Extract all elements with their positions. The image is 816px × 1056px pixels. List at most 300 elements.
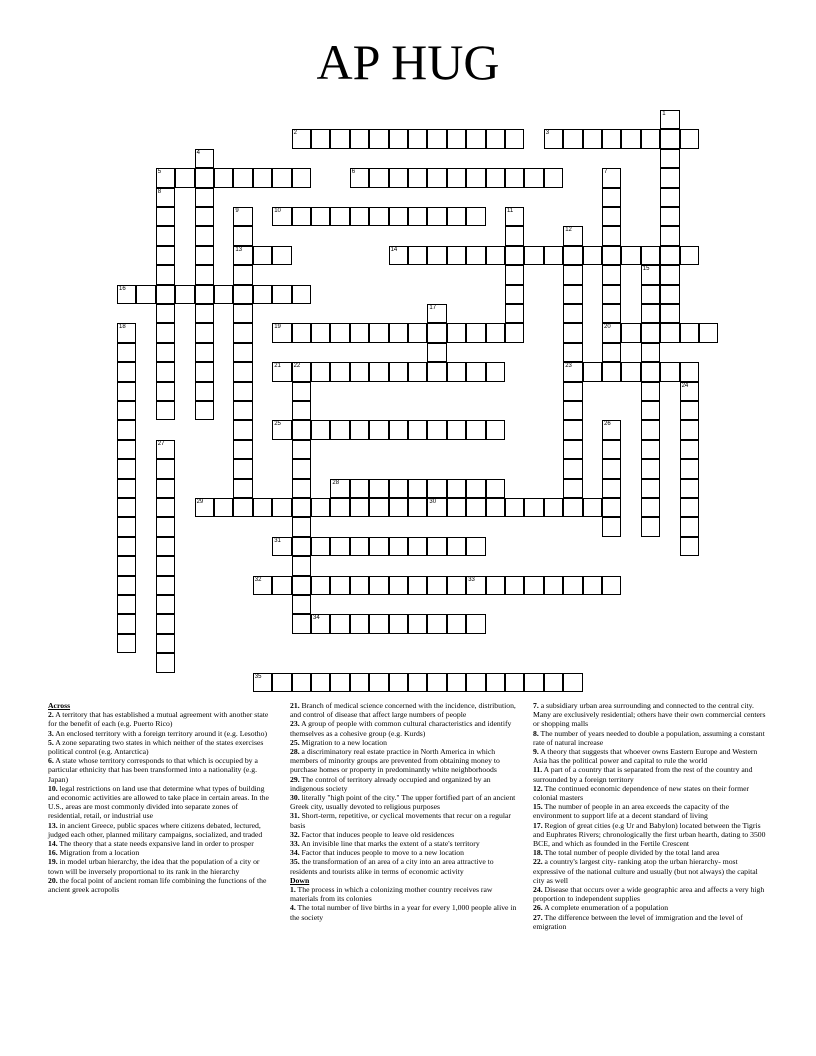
grid-cell[interactable] (583, 576, 602, 595)
grid-cell[interactable] (486, 576, 505, 595)
grid-cell[interactable] (330, 479, 349, 498)
grid-cell[interactable] (602, 226, 621, 245)
grid-cell[interactable] (389, 614, 408, 633)
grid-cell[interactable] (408, 614, 427, 633)
grid-cell[interactable] (350, 168, 369, 187)
grid-cell[interactable] (233, 323, 252, 342)
grid-cell[interactable] (292, 440, 311, 459)
grid-cell[interactable] (524, 576, 543, 595)
grid-cell[interactable] (427, 673, 446, 692)
grid-cell[interactable] (660, 110, 679, 129)
grid-cell[interactable] (233, 459, 252, 478)
grid-cell[interactable] (195, 149, 214, 168)
grid-cell[interactable] (195, 343, 214, 362)
grid-cell[interactable] (272, 246, 291, 265)
grid-cell[interactable] (602, 343, 621, 362)
grid-cell[interactable] (641, 440, 660, 459)
grid-cell[interactable] (117, 614, 136, 633)
grid-cell[interactable] (311, 420, 330, 439)
grid-cell[interactable] (602, 362, 621, 381)
grid-cell[interactable] (117, 556, 136, 575)
grid-cell[interactable] (311, 673, 330, 692)
grid-cell[interactable] (369, 498, 388, 517)
grid-cell[interactable] (563, 382, 582, 401)
grid-cell[interactable] (233, 304, 252, 323)
grid-cell[interactable] (583, 362, 602, 381)
grid-cell[interactable] (680, 401, 699, 420)
grid-cell[interactable] (680, 440, 699, 459)
grid-cell[interactable] (466, 498, 485, 517)
grid-cell[interactable] (156, 323, 175, 342)
grid-cell[interactable] (680, 246, 699, 265)
grid-cell[interactable] (408, 323, 427, 342)
grid-cell[interactable] (330, 207, 349, 226)
grid-cell[interactable] (602, 265, 621, 284)
grid-cell[interactable] (330, 362, 349, 381)
grid-cell[interactable] (117, 498, 136, 517)
grid-cell[interactable] (253, 576, 272, 595)
grid-cell[interactable] (292, 382, 311, 401)
grid-cell[interactable] (583, 129, 602, 148)
grid-cell[interactable] (350, 479, 369, 498)
grid-cell[interactable] (544, 673, 563, 692)
grid-cell[interactable] (466, 673, 485, 692)
grid-cell[interactable] (641, 401, 660, 420)
grid-cell[interactable] (117, 382, 136, 401)
grid-cell[interactable] (272, 323, 291, 342)
grid-cell[interactable] (408, 362, 427, 381)
grid-cell[interactable] (272, 673, 291, 692)
grid-cell[interactable] (447, 614, 466, 633)
grid-cell[interactable] (389, 576, 408, 595)
grid-cell[interactable] (524, 673, 543, 692)
grid-cell[interactable] (369, 323, 388, 342)
grid-cell[interactable] (253, 246, 272, 265)
grid-cell[interactable] (563, 362, 582, 381)
grid-cell[interactable] (292, 459, 311, 478)
grid-cell[interactable] (292, 595, 311, 614)
grid-cell[interactable] (292, 168, 311, 187)
grid-cell[interactable] (660, 323, 679, 342)
grid-cell[interactable] (524, 498, 543, 517)
grid-cell[interactable] (447, 129, 466, 148)
grid-cell[interactable] (660, 168, 679, 187)
grid-cell[interactable] (466, 420, 485, 439)
grid-cell[interactable] (233, 343, 252, 362)
grid-cell[interactable] (447, 246, 466, 265)
grid-cell[interactable] (253, 285, 272, 304)
grid-cell[interactable] (447, 207, 466, 226)
grid-cell[interactable] (233, 246, 252, 265)
grid-cell[interactable] (214, 285, 233, 304)
grid-cell[interactable] (369, 537, 388, 556)
grid-cell[interactable] (253, 498, 272, 517)
grid-cell[interactable] (292, 420, 311, 439)
grid-cell[interactable] (156, 226, 175, 245)
grid-cell[interactable] (602, 168, 621, 187)
grid-cell[interactable] (330, 420, 349, 439)
grid-cell[interactable] (660, 304, 679, 323)
grid-cell[interactable] (156, 653, 175, 672)
grid-cell[interactable] (563, 265, 582, 284)
grid-cell[interactable] (311, 323, 330, 342)
grid-cell[interactable] (524, 246, 543, 265)
grid-cell[interactable] (486, 673, 505, 692)
grid-cell[interactable] (641, 285, 660, 304)
grid-cell[interactable] (505, 323, 524, 342)
grid-cell[interactable] (233, 479, 252, 498)
grid-cell[interactable] (311, 614, 330, 633)
grid-cell[interactable] (233, 362, 252, 381)
grid-cell[interactable] (156, 576, 175, 595)
grid-cell[interactable] (292, 362, 311, 381)
grid-cell[interactable] (156, 265, 175, 284)
grid-cell[interactable] (156, 401, 175, 420)
grid-cell[interactable] (660, 188, 679, 207)
grid-cell[interactable] (117, 401, 136, 420)
grid-cell[interactable] (427, 362, 446, 381)
grid-cell[interactable] (641, 517, 660, 536)
grid-cell[interactable] (447, 673, 466, 692)
grid-cell[interactable] (195, 362, 214, 381)
grid-cell[interactable] (117, 343, 136, 362)
grid-cell[interactable] (408, 207, 427, 226)
grid-cell[interactable] (195, 207, 214, 226)
grid-cell[interactable] (214, 168, 233, 187)
grid-cell[interactable] (505, 304, 524, 323)
grid-cell[interactable] (117, 595, 136, 614)
grid-cell[interactable] (156, 498, 175, 517)
grid-cell[interactable] (350, 576, 369, 595)
grid-cell[interactable] (117, 323, 136, 342)
grid-cell[interactable] (427, 537, 446, 556)
grid-cell[interactable] (156, 343, 175, 362)
grid-cell[interactable] (253, 168, 272, 187)
grid-cell[interactable] (389, 362, 408, 381)
grid-cell[interactable] (602, 440, 621, 459)
grid-cell[interactable] (195, 304, 214, 323)
grid-cell[interactable] (195, 323, 214, 342)
grid-cell[interactable] (544, 129, 563, 148)
grid-cell[interactable] (486, 420, 505, 439)
grid-cell[interactable] (369, 420, 388, 439)
grid-cell[interactable] (680, 479, 699, 498)
grid-cell[interactable] (427, 498, 446, 517)
grid-cell[interactable] (156, 362, 175, 381)
grid-cell[interactable] (408, 673, 427, 692)
grid-cell[interactable] (195, 382, 214, 401)
grid-cell[interactable] (292, 556, 311, 575)
grid-cell[interactable] (389, 323, 408, 342)
grid-cell[interactable] (427, 576, 446, 595)
grid-cell[interactable] (680, 323, 699, 342)
grid-cell[interactable] (447, 479, 466, 498)
grid-cell[interactable] (486, 129, 505, 148)
grid-cell[interactable] (369, 576, 388, 595)
grid-cell[interactable] (272, 498, 291, 517)
grid-cell[interactable] (486, 168, 505, 187)
grid-cell[interactable] (156, 459, 175, 478)
grid-cell[interactable] (621, 362, 640, 381)
grid-cell[interactable] (466, 168, 485, 187)
grid-cell[interactable] (602, 498, 621, 517)
grid-cell[interactable] (621, 246, 640, 265)
grid-cell[interactable] (660, 285, 679, 304)
grid-cell[interactable] (369, 207, 388, 226)
grid-cell[interactable] (292, 517, 311, 536)
grid-cell[interactable] (641, 129, 660, 148)
grid-cell[interactable] (156, 246, 175, 265)
grid-cell[interactable] (641, 304, 660, 323)
grid-cell[interactable] (602, 459, 621, 478)
grid-cell[interactable] (233, 401, 252, 420)
grid-cell[interactable] (156, 479, 175, 498)
grid-cell[interactable] (505, 498, 524, 517)
grid-cell[interactable] (427, 129, 446, 148)
grid-cell[interactable] (427, 304, 446, 323)
grid-cell[interactable] (292, 537, 311, 556)
grid-cell[interactable] (156, 304, 175, 323)
grid-cell[interactable] (292, 285, 311, 304)
grid-cell[interactable] (447, 168, 466, 187)
grid-cell[interactable] (660, 265, 679, 284)
grid-cell[interactable] (272, 420, 291, 439)
grid-cell[interactable] (330, 498, 349, 517)
grid-cell[interactable] (408, 576, 427, 595)
grid-cell[interactable] (447, 420, 466, 439)
grid-cell[interactable] (544, 498, 563, 517)
grid-cell[interactable] (369, 362, 388, 381)
grid-cell[interactable] (447, 576, 466, 595)
grid-cell[interactable] (156, 537, 175, 556)
grid-cell[interactable] (117, 576, 136, 595)
grid-cell[interactable] (195, 188, 214, 207)
grid-cell[interactable] (233, 265, 252, 284)
grid-cell[interactable] (233, 420, 252, 439)
grid-cell[interactable] (680, 420, 699, 439)
grid-cell[interactable] (563, 420, 582, 439)
grid-cell[interactable] (427, 420, 446, 439)
grid-cell[interactable] (156, 188, 175, 207)
grid-cell[interactable] (427, 168, 446, 187)
grid-cell[interactable] (369, 168, 388, 187)
grid-cell[interactable] (253, 673, 272, 692)
grid-cell[interactable] (272, 362, 291, 381)
grid-cell[interactable] (117, 459, 136, 478)
grid-cell[interactable] (195, 498, 214, 517)
grid-cell[interactable] (350, 129, 369, 148)
grid-cell[interactable] (680, 459, 699, 478)
grid-cell[interactable] (311, 207, 330, 226)
grid-cell[interactable] (544, 576, 563, 595)
grid-cell[interactable] (195, 265, 214, 284)
grid-cell[interactable] (602, 285, 621, 304)
grid-cell[interactable] (311, 362, 330, 381)
grid-cell[interactable] (641, 246, 660, 265)
grid-cell[interactable] (330, 537, 349, 556)
grid-cell[interactable] (660, 207, 679, 226)
grid-cell[interactable] (583, 246, 602, 265)
grid-cell[interactable] (486, 246, 505, 265)
grid-cell[interactable] (447, 537, 466, 556)
grid-cell[interactable] (466, 129, 485, 148)
grid-cell[interactable] (330, 673, 349, 692)
grid-cell[interactable] (427, 479, 446, 498)
grid-cell[interactable] (486, 498, 505, 517)
grid-cell[interactable] (466, 614, 485, 633)
grid-cell[interactable] (602, 304, 621, 323)
grid-cell[interactable] (602, 323, 621, 342)
grid-cell[interactable] (156, 556, 175, 575)
grid-cell[interactable] (311, 576, 330, 595)
grid-cell[interactable] (175, 168, 194, 187)
grid-cell[interactable] (156, 614, 175, 633)
grid-cell[interactable] (505, 207, 524, 226)
grid-cell[interactable] (350, 498, 369, 517)
grid-cell[interactable] (330, 576, 349, 595)
grid-cell[interactable] (486, 479, 505, 498)
grid-cell[interactable] (466, 323, 485, 342)
grid-cell[interactable] (408, 168, 427, 187)
grid-cell[interactable] (408, 420, 427, 439)
grid-cell[interactable] (389, 207, 408, 226)
grid-cell[interactable] (466, 576, 485, 595)
grid-cell[interactable] (680, 362, 699, 381)
grid-cell[interactable] (233, 440, 252, 459)
grid-cell[interactable] (563, 226, 582, 245)
grid-cell[interactable] (524, 168, 543, 187)
grid-cell[interactable] (563, 129, 582, 148)
grid-cell[interactable] (156, 168, 175, 187)
grid-cell[interactable] (389, 246, 408, 265)
grid-cell[interactable] (466, 207, 485, 226)
grid-cell[interactable] (408, 479, 427, 498)
grid-cell[interactable] (505, 673, 524, 692)
grid-cell[interactable] (292, 673, 311, 692)
grid-cell[interactable] (117, 362, 136, 381)
grid-cell[interactable] (563, 459, 582, 478)
grid-cell[interactable] (602, 129, 621, 148)
grid-cell[interactable] (563, 576, 582, 595)
grid-cell[interactable] (292, 498, 311, 517)
grid-cell[interactable] (563, 401, 582, 420)
grid-cell[interactable] (641, 498, 660, 517)
grid-cell[interactable] (233, 226, 252, 245)
grid-cell[interactable] (195, 168, 214, 187)
grid-cell[interactable] (389, 168, 408, 187)
grid-cell[interactable] (156, 517, 175, 536)
grid-cell[interactable] (641, 420, 660, 439)
grid-cell[interactable] (602, 420, 621, 439)
grid-cell[interactable] (292, 129, 311, 148)
grid-cell[interactable] (369, 673, 388, 692)
grid-cell[interactable] (408, 246, 427, 265)
grid-cell[interactable] (195, 226, 214, 245)
grid-cell[interactable] (330, 323, 349, 342)
grid-cell[interactable] (466, 537, 485, 556)
grid-cell[interactable] (602, 517, 621, 536)
grid-cell[interactable] (505, 129, 524, 148)
grid-cell[interactable] (563, 673, 582, 692)
grid-cell[interactable] (427, 343, 446, 362)
grid-cell[interactable] (621, 129, 640, 148)
grid-cell[interactable] (408, 498, 427, 517)
grid-cell[interactable] (408, 537, 427, 556)
grid-cell[interactable] (389, 479, 408, 498)
grid-cell[interactable] (505, 265, 524, 284)
grid-cell[interactable] (389, 420, 408, 439)
grid-cell[interactable] (292, 207, 311, 226)
grid-cell[interactable] (602, 479, 621, 498)
grid-cell[interactable] (466, 362, 485, 381)
grid-cell[interactable] (175, 285, 194, 304)
grid-cell[interactable] (641, 459, 660, 478)
grid-cell[interactable] (117, 440, 136, 459)
grid-cell[interactable] (505, 226, 524, 245)
grid-cell[interactable] (641, 479, 660, 498)
grid-cell[interactable] (563, 498, 582, 517)
grid-cell[interactable] (408, 129, 427, 148)
grid-cell[interactable] (486, 323, 505, 342)
grid-cell[interactable] (233, 168, 252, 187)
grid-cell[interactable] (117, 285, 136, 304)
grid-cell[interactable] (447, 323, 466, 342)
grid-cell[interactable] (563, 323, 582, 342)
grid-cell[interactable] (117, 634, 136, 653)
grid-cell[interactable] (117, 479, 136, 498)
grid-cell[interactable] (641, 362, 660, 381)
grid-cell[interactable] (272, 285, 291, 304)
grid-cell[interactable] (427, 246, 446, 265)
grid-cell[interactable] (350, 323, 369, 342)
grid-cell[interactable] (621, 323, 640, 342)
grid-cell[interactable] (427, 614, 446, 633)
grid-cell[interactable] (447, 362, 466, 381)
grid-cell[interactable] (272, 168, 291, 187)
grid-cell[interactable] (233, 382, 252, 401)
grid-cell[interactable] (156, 440, 175, 459)
grid-cell[interactable] (350, 537, 369, 556)
grid-cell[interactable] (272, 207, 291, 226)
grid-cell[interactable] (350, 673, 369, 692)
grid-cell[interactable] (602, 576, 621, 595)
grid-cell[interactable] (117, 420, 136, 439)
grid-cell[interactable] (563, 246, 582, 265)
grid-cell[interactable] (427, 207, 446, 226)
grid-cell[interactable] (292, 614, 311, 633)
grid-cell[interactable] (641, 323, 660, 342)
grid-cell[interactable] (660, 129, 679, 148)
grid-cell[interactable] (602, 207, 621, 226)
grid-cell[interactable] (156, 634, 175, 653)
grid-cell[interactable] (350, 362, 369, 381)
grid-cell[interactable] (544, 168, 563, 187)
grid-cell[interactable] (447, 498, 466, 517)
grid-cell[interactable] (214, 498, 233, 517)
grid-cell[interactable] (292, 401, 311, 420)
grid-cell[interactable] (311, 537, 330, 556)
grid-cell[interactable] (563, 343, 582, 362)
grid-cell[interactable] (195, 285, 214, 304)
grid-cell[interactable] (311, 129, 330, 148)
grid-cell[interactable] (369, 129, 388, 148)
grid-cell[interactable] (311, 498, 330, 517)
grid-cell[interactable] (544, 246, 563, 265)
grid-cell[interactable] (660, 149, 679, 168)
grid-cell[interactable] (350, 207, 369, 226)
grid-cell[interactable] (389, 537, 408, 556)
grid-cell[interactable] (563, 479, 582, 498)
